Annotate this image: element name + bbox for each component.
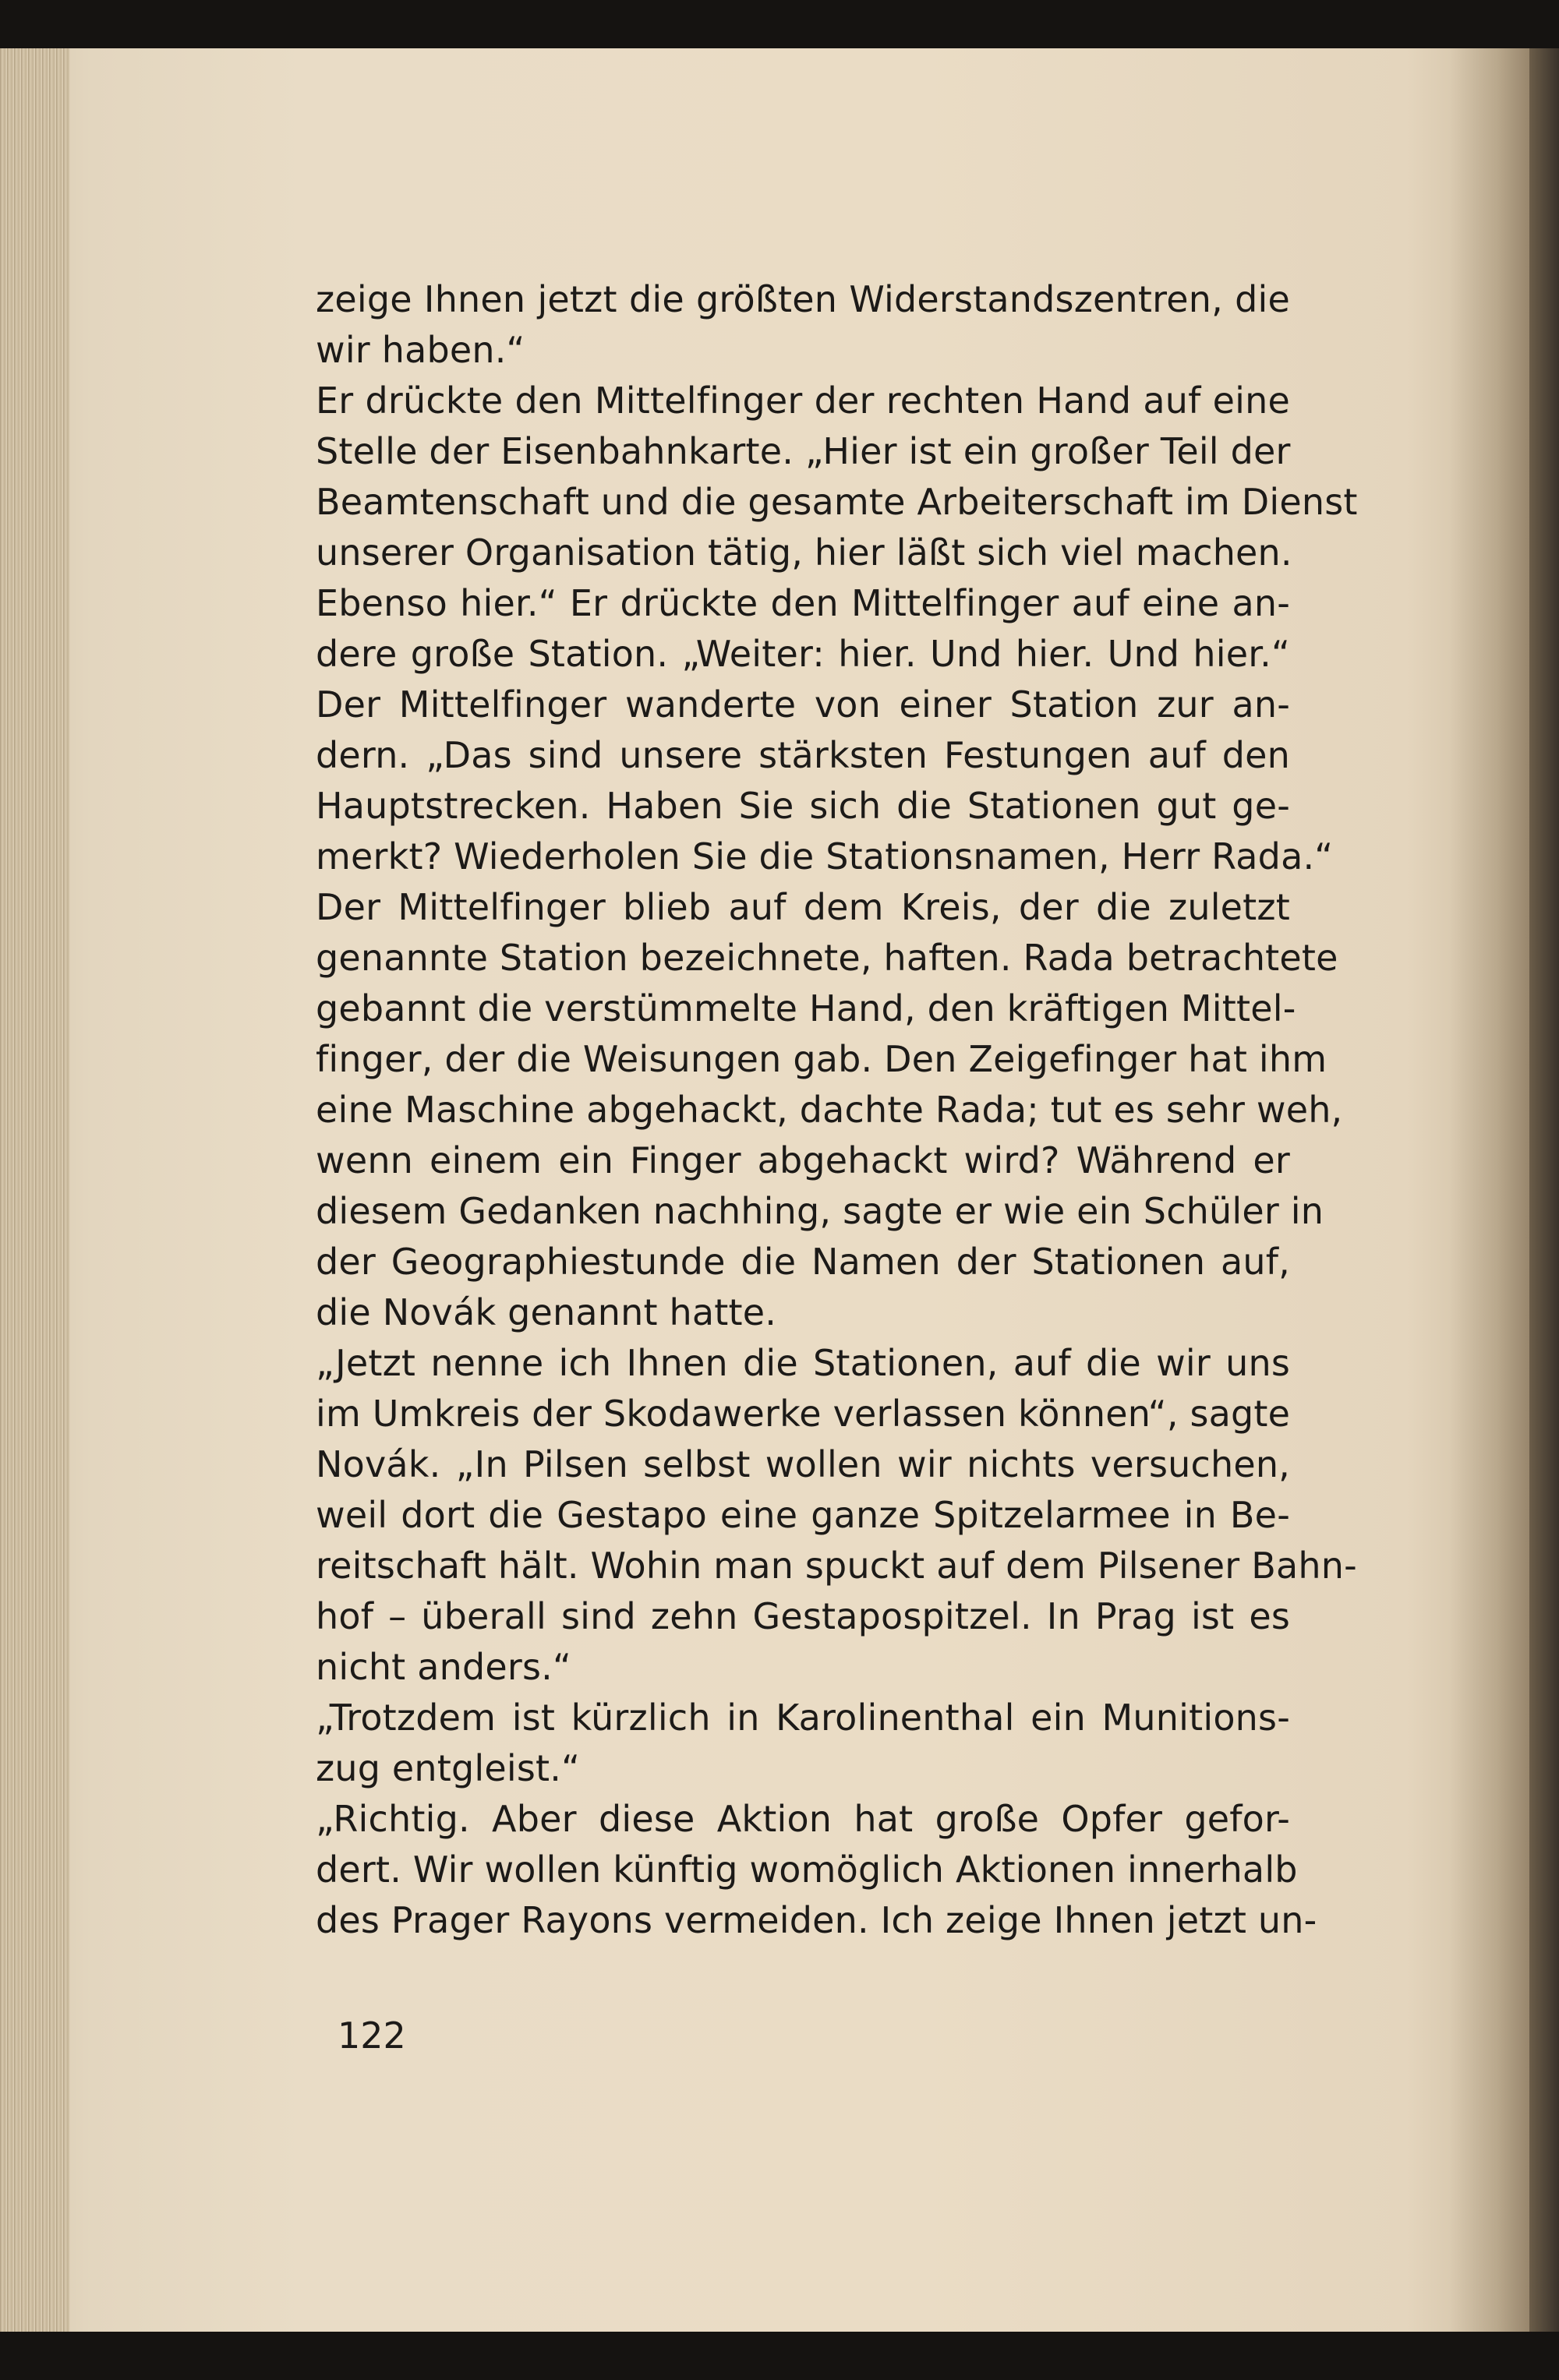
text-line: gebannt die verstümmelte Hand, den kräftigen Mittel- bbox=[316, 987, 1296, 1029]
text-line: wenn einem ein Finger abgehackt wird? Während er bbox=[316, 1139, 1290, 1181]
text-line: Stelle der Eisenbahnkarte. „Hier ist ein großer Teil der bbox=[316, 430, 1291, 472]
body-text bbox=[316, 274, 1358, 1946]
text-line: des Prager Rayons vermeiden. Ich zeige Ihnen jetzt un- bbox=[316, 1899, 1317, 1941]
book-gutter-shadow bbox=[1450, 48, 1529, 2332]
text-line: finger, der die Weisungen gab. Den Zeigefinger hat ihm bbox=[316, 1038, 1327, 1080]
text-line: dert. Wir wollen künftig womöglich Aktionen innerhalb bbox=[316, 1849, 1298, 1891]
text-line: Hauptstrecken. Haben Sie sich die Stationen gut ge- bbox=[316, 785, 1290, 827]
scan-top-border bbox=[0, 0, 1559, 48]
text-line: zeige Ihnen jetzt die größten Widerstandszentren, die bbox=[316, 278, 1290, 320]
text-line: Ebenso hier.“ Er drückte den Mittelfinger auf eine an- bbox=[316, 582, 1290, 624]
text-line: Der Mittelfinger blieb auf dem Kreis, der die zuletzt bbox=[316, 886, 1290, 928]
text-line: hof – überall sind zehn Gestapospitzel. In Prag ist es bbox=[316, 1595, 1290, 1637]
text-line: zug entgleist.“ bbox=[316, 1747, 581, 1789]
text-line: reitschaft hält. Wohin man spuckt auf dem Pilsener Bahn- bbox=[316, 1545, 1357, 1587]
text-line: Er drückte den Mittelfinger der rechten Hand auf eine bbox=[316, 380, 1290, 422]
text-line: „Jetzt nenne ich Ihnen die Stationen, auf die wir uns bbox=[316, 1342, 1290, 1384]
text-line: im Umkreis der Skodawerke verlassen können“, sagte bbox=[316, 1393, 1291, 1435]
text-line: Der Mittelfinger wanderte von einer Station zur an- bbox=[316, 683, 1290, 726]
text-line: weil dort die Gestapo eine ganze Spitzelarmee in Be- bbox=[316, 1494, 1290, 1536]
text-line: wir haben.“ bbox=[316, 329, 525, 371]
text-line: eine Maschine abgehackt, dachte Rada; tut es sehr weh, bbox=[316, 1089, 1343, 1131]
text-line: Novák. „In Pilsen selbst wollen wir nichts versuchen, bbox=[316, 1443, 1290, 1485]
book-cover-edge bbox=[1529, 48, 1559, 2332]
scan-bottom-border bbox=[0, 2332, 1559, 2380]
text-line: diesem Gedanken nachhing, sagte er wie ein Schüler in bbox=[316, 1190, 1324, 1232]
text-line: genannte Station bezeichnete, haften. Rada betrachtete bbox=[316, 937, 1338, 979]
text-line: dere große Station. „Weiter: hier. Und hier. Und hier.“ bbox=[316, 633, 1290, 675]
text-line: nicht anders.“ bbox=[316, 1646, 572, 1688]
text-line: Beamtenschaft und die gesamte Arbeiterschaft im Dienst bbox=[316, 481, 1358, 523]
text-line: merkt? Wiederholen Sie die Stationsnamen, Herr Rada.“ bbox=[316, 835, 1334, 877]
text-line: „Trotzdem ist kürzlich in Karolinenthal ein Munitions- bbox=[316, 1697, 1290, 1739]
page-stack-edges bbox=[0, 48, 70, 2332]
text-line: dern. „Das sind unsere stärksten Festungen auf den bbox=[316, 734, 1290, 776]
text-line: „Richtig. Aber diese Aktion hat große Opfer gefor- bbox=[316, 1798, 1290, 1840]
text-line: der Geographiestunde die Namen der Stationen auf, bbox=[316, 1241, 1290, 1283]
text-line: die Novák genannt hatte. bbox=[316, 1291, 777, 1333]
text-line: unserer Organisation tätig, hier läßt sich viel machen. bbox=[316, 531, 1292, 574]
page-number: 122 bbox=[338, 2015, 406, 2057]
